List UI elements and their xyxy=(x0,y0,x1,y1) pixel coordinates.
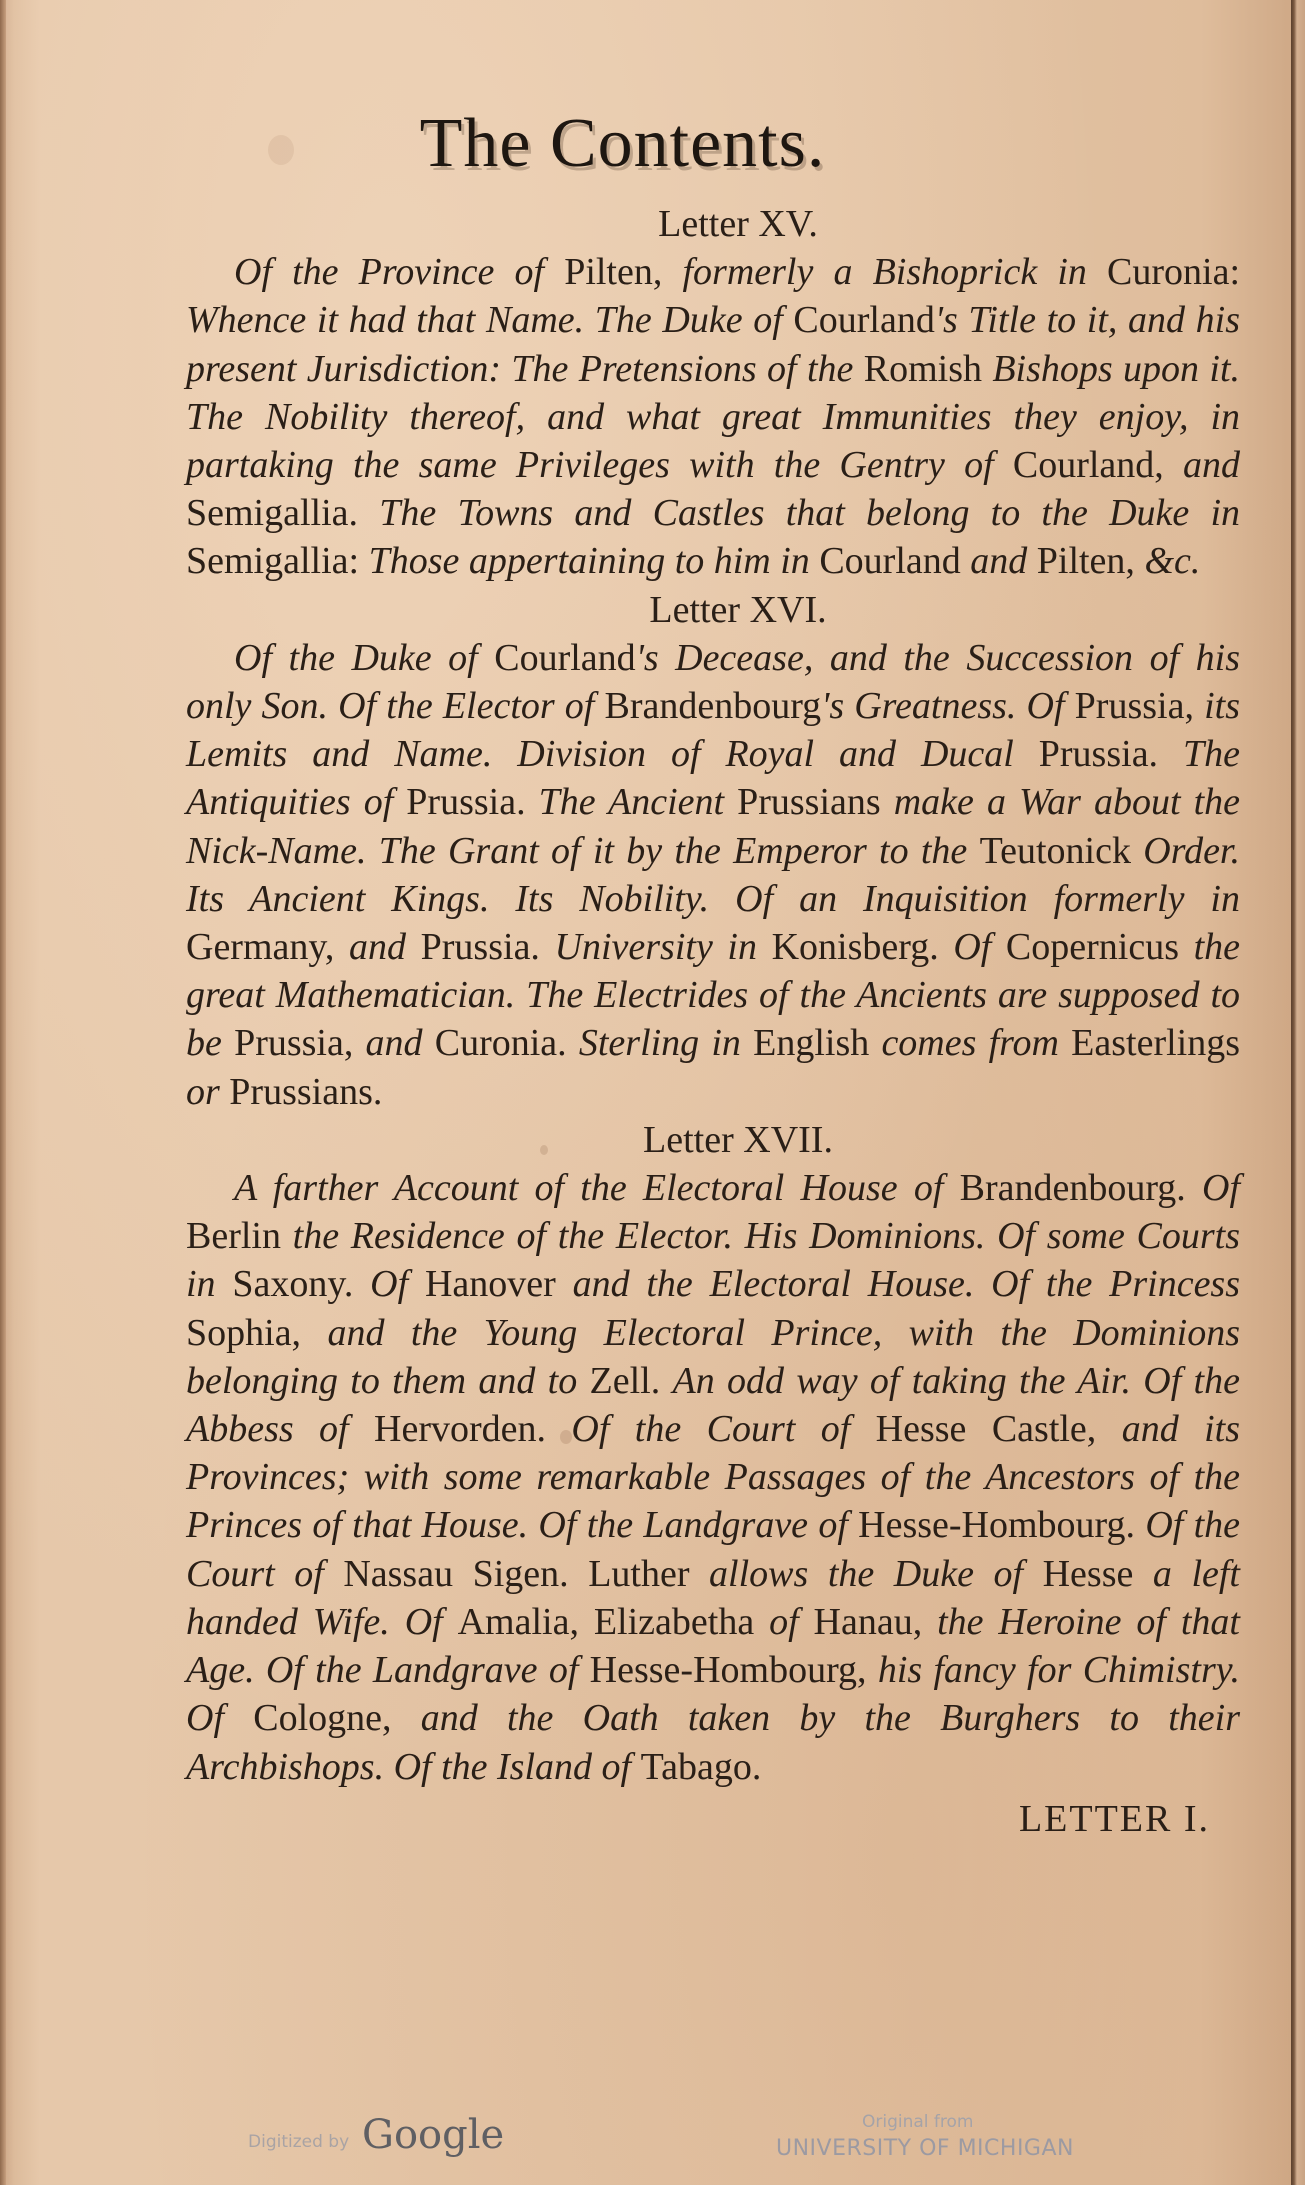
roman-text-segment: Courland, xyxy=(1012,444,1183,487)
italic-text-segment: Sterling in xyxy=(578,1022,754,1065)
italic-text-segment: Those appertaining to him in xyxy=(368,540,820,583)
page-gutter xyxy=(1291,0,1305,2185)
letter-heading: Letter XV. xyxy=(658,203,818,245)
italic-text-segment: the Heroine of that Age. Of the Landgrave of xyxy=(186,1600,1240,1692)
italic-text-segment: a left handed Wife. Of xyxy=(186,1552,1240,1643)
italic-text-segment: An odd way of taking the Air. Of the Abbess of xyxy=(186,1359,1240,1451)
roman-text-segment: Tabago. xyxy=(640,1745,762,1788)
italic-text-segment: Bishops upon it. The Nobility thereof, and what great Immunities they enjoy, in partaking the same Privileges with the Gentry of xyxy=(186,347,1240,487)
roman-text-segment: Romish xyxy=(863,347,993,390)
roman-text-segment: Brandenbourg. xyxy=(959,1167,1202,1210)
italic-text-segment: and the Young Electoral Prince, with the Dominions belonging to them and to xyxy=(186,1311,1240,1402)
roman-text-segment: Prussia. xyxy=(420,926,555,969)
section-letter-xvi xyxy=(186,586,1240,1116)
section-letter-xvii xyxy=(186,1116,1240,1791)
roman-text-segment: Cologne, xyxy=(253,1697,421,1740)
roman-text-segment: Prussians. xyxy=(229,1070,383,1113)
roman-text-segment: Sophia, xyxy=(186,1311,328,1354)
italic-text-segment: or xyxy=(186,1070,230,1113)
page-left-edge xyxy=(0,0,6,2185)
italic-text-segment: Order. Its Ancient Kings. Its Nobility. Of an Inquisition formerly in xyxy=(186,829,1241,920)
roman-text-segment: Hervorden. xyxy=(374,1408,572,1451)
italic-text-segment: 's Decease, and the Succession of his only Son. Of the Elector of xyxy=(186,636,1240,728)
roman-text-segment: Berlin xyxy=(186,1215,293,1258)
letter-heading: Letter XVI. xyxy=(649,588,827,631)
italic-text-segment: and xyxy=(1183,444,1240,487)
section-letter-xv xyxy=(186,200,1240,586)
italic-text-segment: &c. xyxy=(1144,540,1201,583)
italic-text-segment: and the Electoral House. Of the Princess xyxy=(572,1263,1241,1306)
italic-text-segment: the great Mathematician. The Electrides of the Ancients are supposed to be xyxy=(186,926,1241,1065)
roman-text-segment: Curonia: xyxy=(1107,251,1240,294)
italic-text-segment: The Antiquities of xyxy=(186,733,1240,824)
roman-text-segment: Semigallia. xyxy=(186,492,380,535)
roman-text-segment: Curonia. xyxy=(434,1022,579,1065)
roman-text-segment: Courland xyxy=(819,540,971,583)
roman-text-segment: Prussians xyxy=(737,781,894,824)
roman-text-segment: Pilten, xyxy=(564,251,683,294)
original-from-label: Original from xyxy=(862,2112,974,2132)
roman-text-segment: Hesse Castle, xyxy=(875,1408,1122,1451)
roman-text-segment: Hesse-Hombourg, xyxy=(589,1649,878,1692)
italic-text-segment: University in xyxy=(554,926,772,969)
roman-text-segment: Prussia, xyxy=(234,1022,366,1065)
digitized-by-label: Digitized by xyxy=(248,2132,350,2152)
digitization-footer xyxy=(0,2112,1305,2172)
roman-text-segment: Brandenbourg xyxy=(604,685,822,728)
roman-text-segment: Nassau Sigen. Luther xyxy=(343,1552,710,1595)
roman-text-segment: Hesse-Hombourg. xyxy=(858,1504,1146,1547)
italic-text-segment: and its Provinces; with some remarkable Passages of the Ancestors of the Princes of that House. Of the Landgrave of xyxy=(186,1408,1241,1547)
italic-text-segment: comes from xyxy=(881,1022,1072,1065)
italic-text-segment: The Ancient xyxy=(538,781,738,824)
roman-text-segment: Pilten, xyxy=(1036,540,1145,583)
italic-text-segment: A farther Account of the Electoral House of xyxy=(234,1167,960,1210)
italic-text-segment: Of xyxy=(1202,1167,1240,1210)
roman-text-segment: Prussia. xyxy=(1038,733,1183,776)
roman-text-segment: Hanover xyxy=(424,1263,573,1306)
contents-body xyxy=(186,200,1240,1843)
roman-text-segment: Prussia. xyxy=(406,781,539,824)
italic-text-segment: formerly a Bishoprick in xyxy=(682,251,1108,294)
italic-text-segment: 's Title to it, and his present Jurisdiction: The Pretensions of the xyxy=(186,299,1240,390)
italic-text-segment: The Towns and Castles that belong to the Duke in xyxy=(379,492,1240,535)
roman-text-segment: Courland xyxy=(793,299,935,342)
italic-text-segment: 's Greatness. Of xyxy=(821,685,1075,728)
roman-text-segment: Copernicus xyxy=(1005,926,1194,969)
letter-heading: Letter XVII. xyxy=(643,1118,833,1161)
letter-summary xyxy=(186,634,1240,1116)
page-title: The Contents. xyxy=(419,105,826,182)
roman-text-segment: Hesse xyxy=(1042,1552,1153,1595)
roman-text-segment: Easterlings xyxy=(1071,1022,1241,1065)
italic-text-segment: Whence it had that Name. The Duke of xyxy=(186,299,794,342)
italic-text-segment: and xyxy=(365,1022,435,1065)
italic-text-segment: and xyxy=(970,540,1037,583)
italic-text-segment: Of xyxy=(953,926,1006,969)
roman-text-segment: Konisberg. xyxy=(771,926,954,969)
italic-text-segment: the Residence of the Elector. His Dominions. Of some Courts in xyxy=(186,1215,1241,1306)
italic-text-segment: Of the Duke of xyxy=(234,636,495,679)
roman-text-segment: Hanau, xyxy=(813,1600,938,1643)
italic-text-segment: of xyxy=(769,1600,814,1643)
italic-text-segment: Of xyxy=(370,1263,425,1306)
roman-text-segment: Germany, xyxy=(186,926,350,969)
letter-summary xyxy=(186,1164,1240,1791)
roman-text-segment: English xyxy=(753,1022,882,1065)
page-header xyxy=(0,104,1305,184)
italic-text-segment: its Lemits and Name. Division of Royal and Ducal xyxy=(186,685,1240,776)
letter-summary xyxy=(186,248,1240,585)
roman-text-segment: Courland xyxy=(494,636,636,679)
italic-text-segment: Of the Province of xyxy=(234,251,565,294)
roman-text-segment: Teutonick xyxy=(979,829,1144,872)
italic-text-segment: make a War about the Nick-Name. The Grant of it by the Emperor to the xyxy=(186,781,1241,872)
italic-text-segment: and the Oath taken by the Burghers to their Archbishops. Of the Island of xyxy=(186,1697,1240,1788)
italic-text-segment: allows the Duke of xyxy=(709,1552,1043,1595)
institution-label: UNIVERSITY OF MICHIGAN xyxy=(776,2136,1074,2161)
italic-text-segment: Of the Court of xyxy=(186,1504,1241,1595)
roman-text-segment: Prussia, xyxy=(1074,685,1205,728)
roman-text-segment: Saxony. xyxy=(232,1263,371,1306)
catchword: LETTER I. xyxy=(1018,1797,1210,1840)
roman-text-segment: Semigallia: xyxy=(186,540,369,583)
google-logo: Google xyxy=(362,2112,505,2158)
italic-text-segment: and xyxy=(349,926,421,969)
italic-text-segment: his fancy for Chimistry. Of xyxy=(186,1649,1241,1740)
roman-text-segment: Zell. xyxy=(589,1359,673,1402)
roman-text-segment: Amalia, Elizabetha xyxy=(457,1600,770,1643)
italic-text-segment: Of the Court of xyxy=(571,1408,876,1451)
